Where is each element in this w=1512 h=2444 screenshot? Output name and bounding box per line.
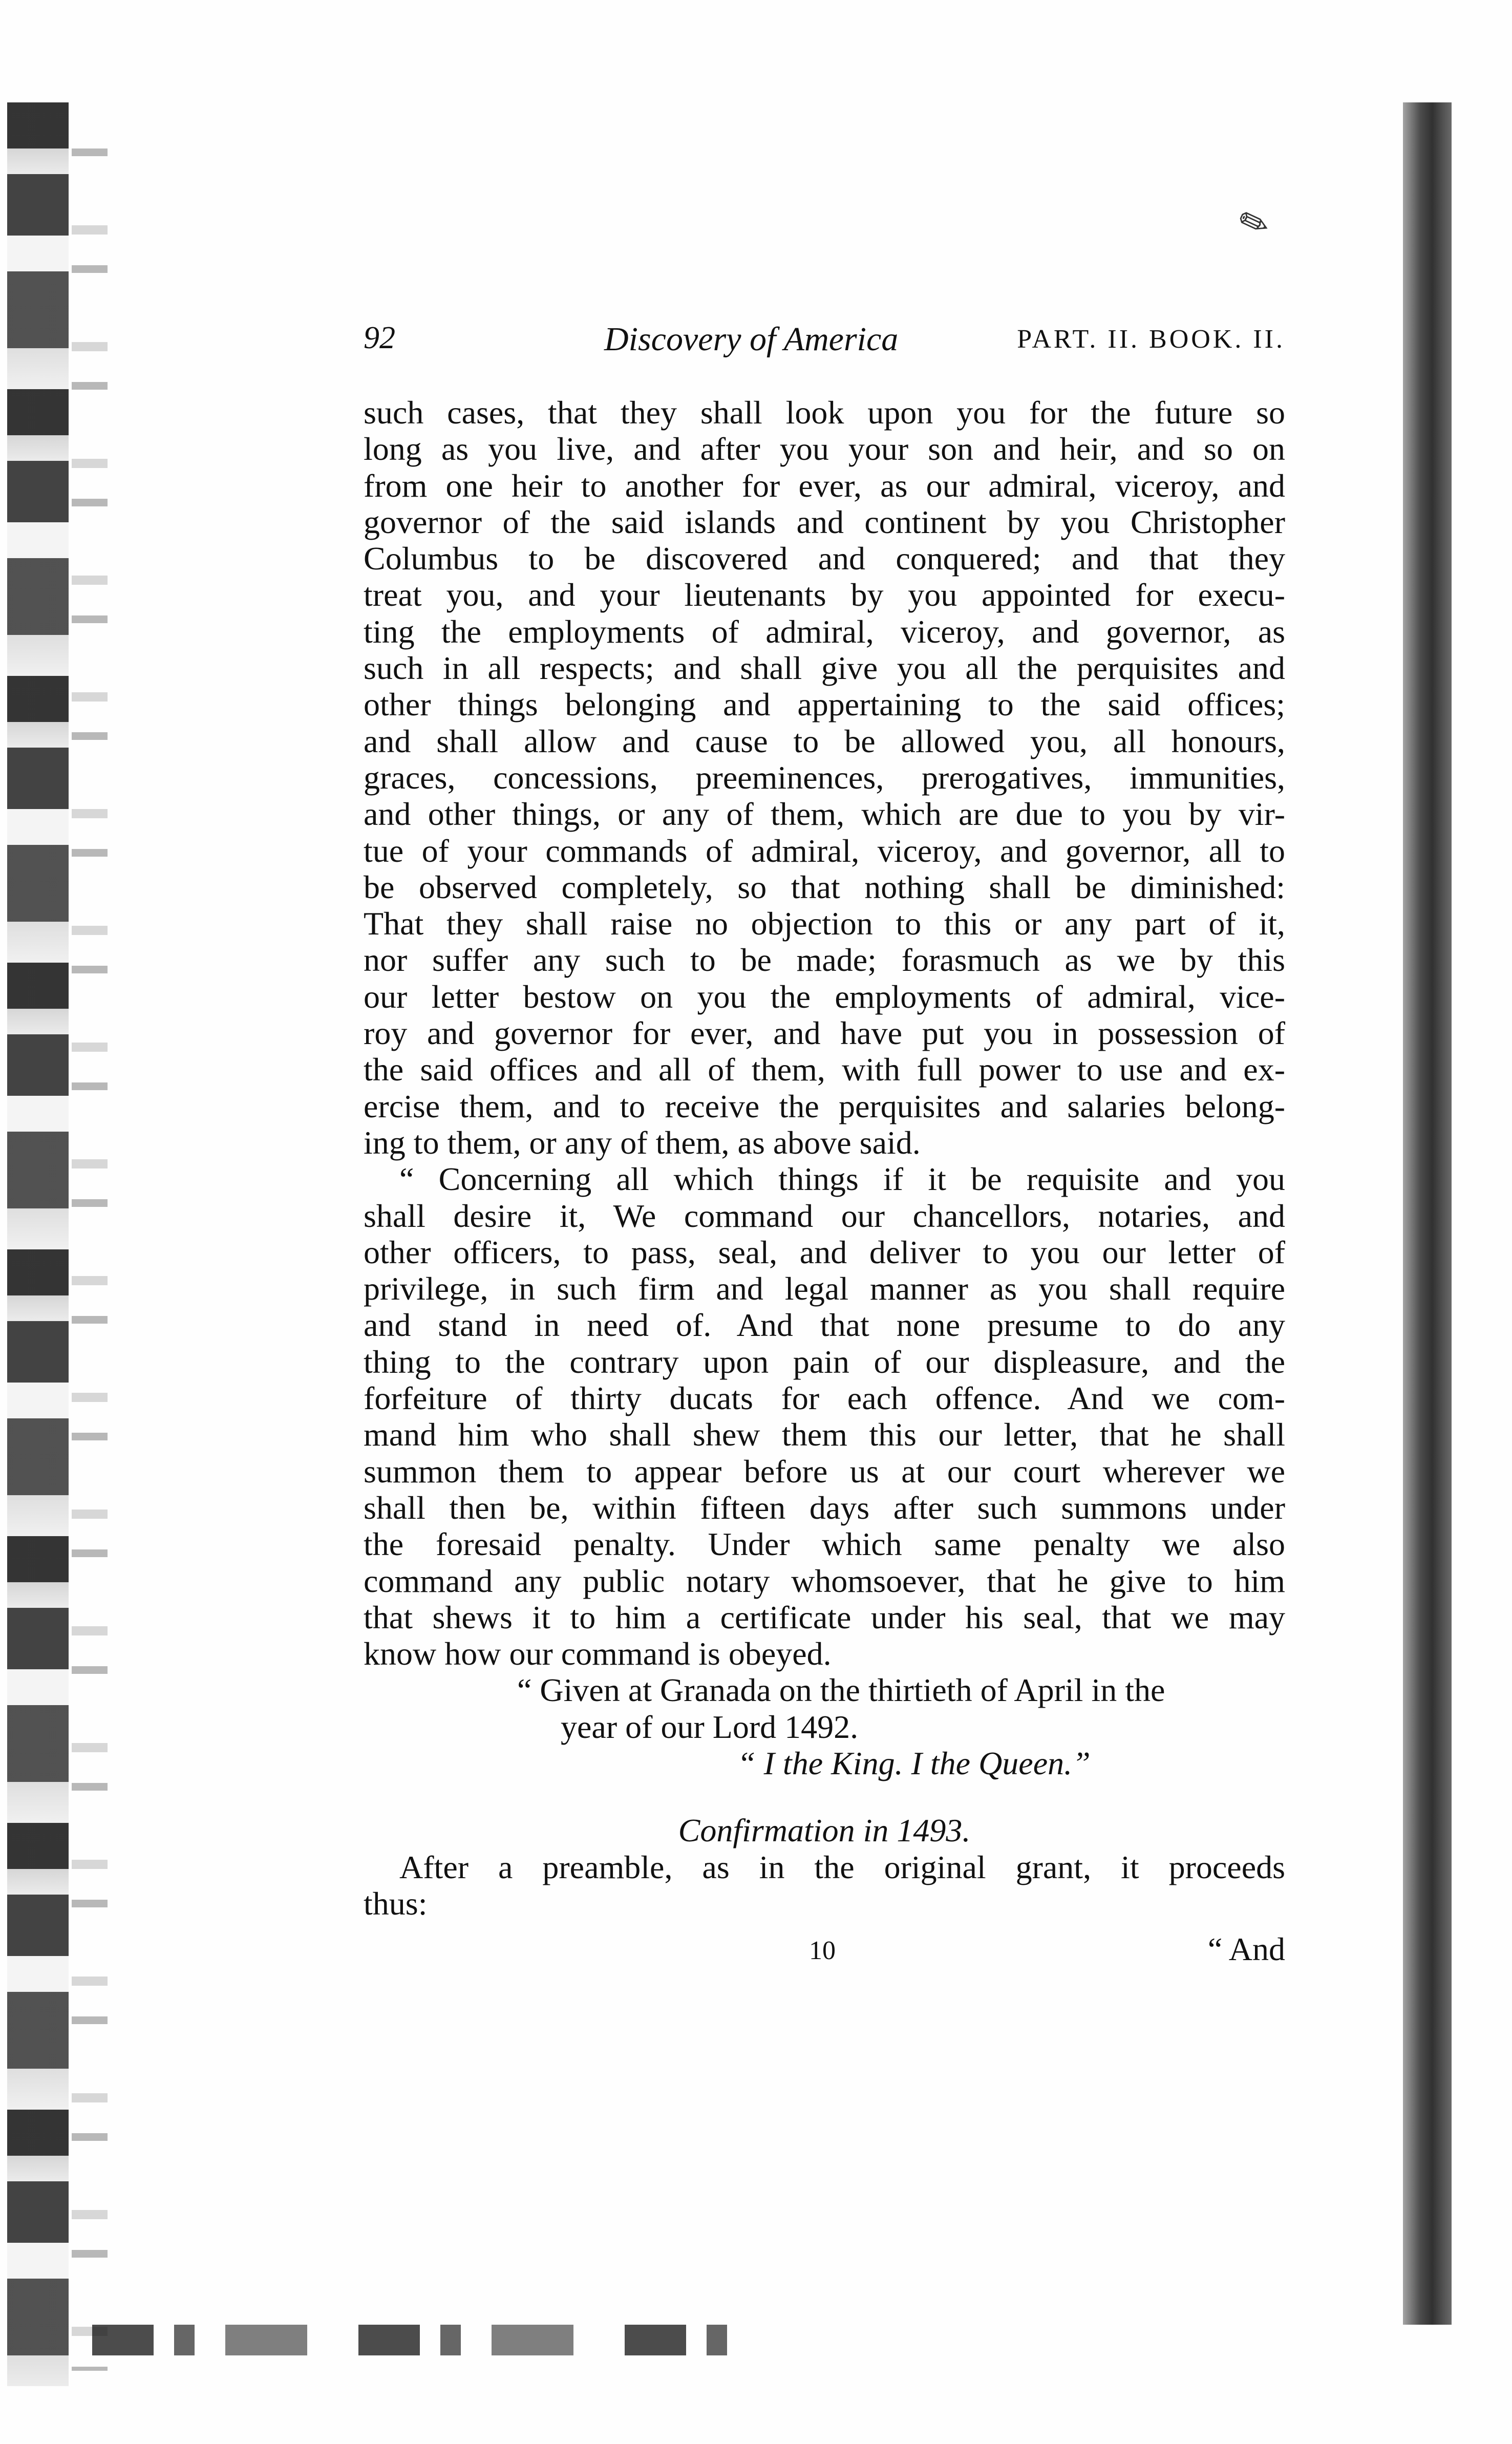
running-head [364, 320, 1285, 371]
pencil-mark-icon: ✎ [1233, 200, 1275, 248]
scan-artifact-bottom [92, 2325, 758, 2355]
section-heading: Confirmation in 1493. [678, 1812, 971, 1849]
signature-mark: 10 [809, 1936, 836, 1965]
text-line: summon them to appear before us at our court wherever we [364, 1453, 1285, 1490]
scan-speckle-left [72, 118, 108, 2371]
text-line: the said offices and all of them, with full power to use and ex- [364, 1051, 1285, 1088]
text-line: Columbus to be discovered and conquered; and that they [364, 540, 1285, 577]
text-line: roy and governor for ever, and have put you in possession of [364, 1015, 1285, 1052]
text-line: graces, concessions, preeminences, prerogatives, immunities, [364, 759, 1285, 796]
royal-signatures: “ I the King. I the Queen.” [737, 1745, 1091, 1781]
text-line: other officers, to pass, seal, and deliver to you our letter of [364, 1234, 1285, 1270]
text-line: privilege, in such firm and legal manner as you shall require [364, 1270, 1285, 1307]
text-line: After a preamble, as in the original grant, it proceeds [399, 1848, 1285, 1885]
text-line: governor of the said islands and continent by you Christopher [364, 503, 1285, 540]
text-line: and shall allow and cause to be allowed you, all honours, [364, 722, 1285, 759]
page-footer [364, 1930, 1285, 1971]
text-line: treat you, and your lieutenants by you appointed for execu- [364, 577, 1285, 613]
text-line: such in all respects; and shall give you all the perquisites and [364, 650, 1285, 687]
text-line: forfeiture of thirty ducats for each offence. And we com- [364, 1380, 1285, 1417]
text-line: thing to the contrary upon pain of our displeasure, and the [364, 1343, 1285, 1380]
text-line: “ Concerning all which things if it be requisite and you [399, 1161, 1285, 1198]
text-line: and other things, or any of them, which are due to you by vir- [364, 796, 1285, 833]
text-line: tue of your commands of admiral, viceroy, and governor, all to [364, 832, 1285, 869]
text-line: ing to them, or any of them, as above said. [364, 1124, 921, 1161]
text-line: long as you live, and after you your son and heir, and so on [364, 431, 1285, 467]
given-line: “ Given at Granada on the thirtieth of April in the [517, 1672, 1165, 1709]
text-line: command any public notary whomsoever, that he give to him [364, 1562, 1285, 1599]
page-number: 92 [364, 321, 395, 355]
text-line: be observed completely, so that nothing shall be diminished: [364, 868, 1285, 905]
given-line: year of our Lord 1492. [561, 1708, 859, 1745]
text-line: That they shall raise no objection to this or any part of it, [364, 905, 1285, 942]
text-line: nor suffer any such to be made; forasmuch as we by this [364, 942, 1285, 979]
text-line: shall desire it, We command our chancellors, notaries, and [364, 1197, 1285, 1234]
body-text [364, 394, 1285, 1922]
text-line: ting the employments of admiral, viceroy, and governor, as [364, 613, 1285, 650]
text-line: other things belonging and appertaining to the said offices; [364, 686, 1285, 723]
text-line: our letter bestow on you the employments of admiral, vice- [364, 978, 1285, 1015]
text-line: mand him who shall shew them this our letter, that he shall [364, 1416, 1285, 1453]
text-line: ercise them, and to receive the perquisites and salaries belong- [364, 1088, 1285, 1124]
text-line: and stand in need of. And that none presume to do any [364, 1307, 1285, 1344]
text-line: such cases, that they shall look upon you for the future so [364, 394, 1285, 431]
scan-binding-shadow-left [7, 102, 69, 2386]
text-line: the foresaid penalty. Under which same penalty we also [364, 1526, 1285, 1563]
text-line: thus: [364, 1885, 428, 1922]
text-line: that shews it to him a certificate under his seal, that we may [364, 1599, 1285, 1635]
running-title: Discovery of America [604, 321, 899, 358]
scan-edge-shadow-right [1403, 102, 1452, 2325]
part-book-label: PART. II. BOOK. II. [1017, 325, 1285, 354]
catchword: “ And [1207, 1931, 1285, 1967]
text-line: know how our command is obeyed. [364, 1635, 832, 1672]
text-line: shall then be, within fifteen days after such summons under [364, 1489, 1285, 1526]
text-line: from one heir to another for ever, as our admiral, viceroy, and [364, 467, 1285, 504]
